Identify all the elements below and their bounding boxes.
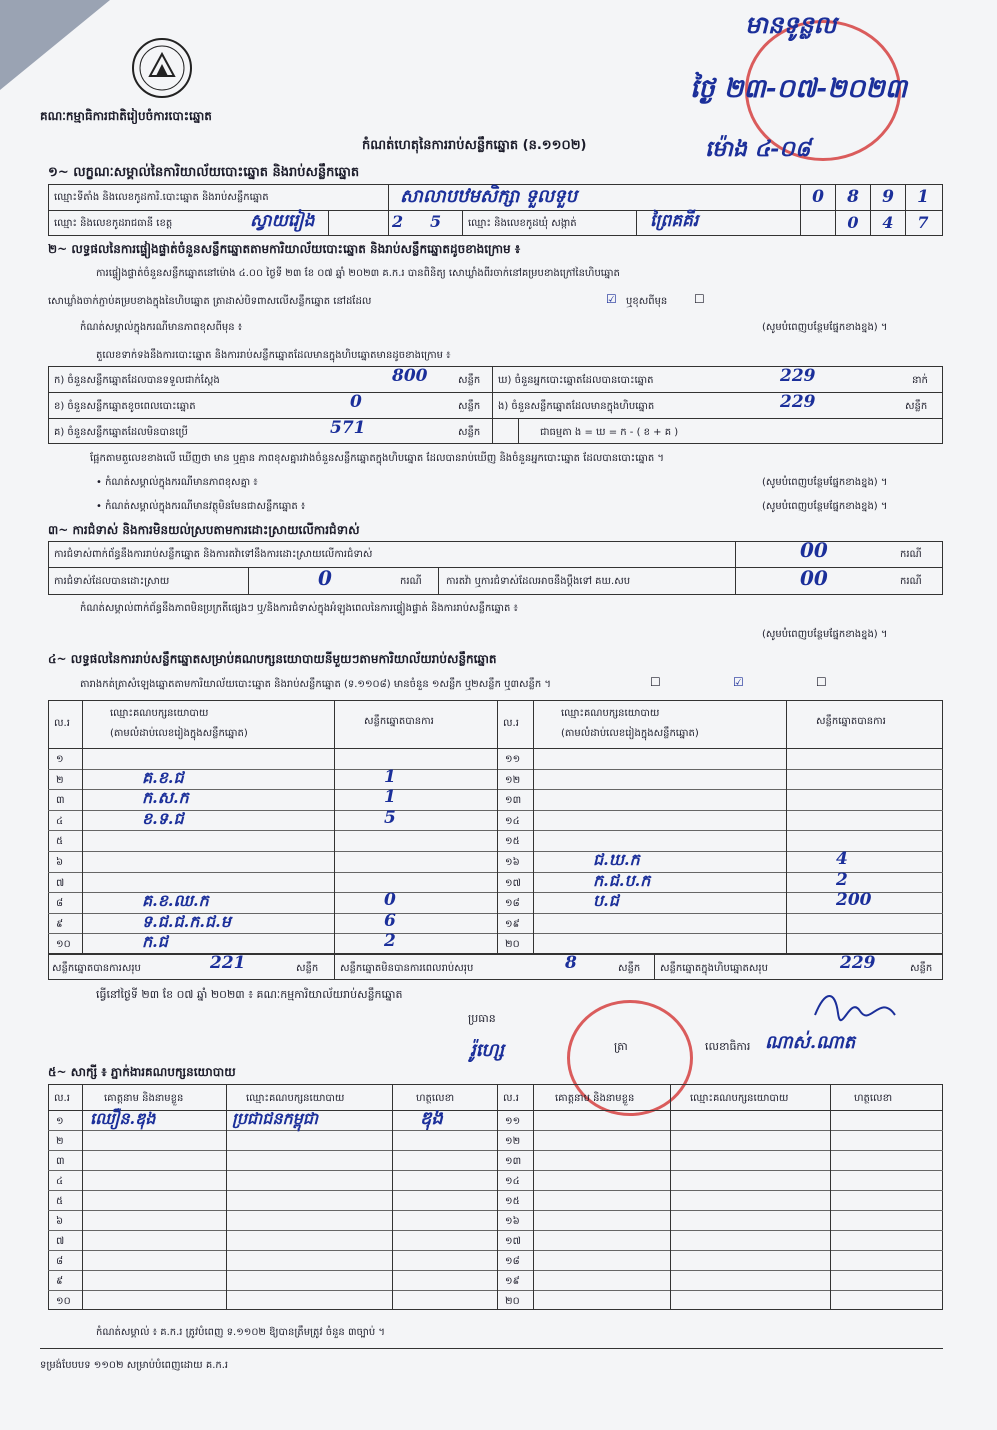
valid-total-unit: សន្លឹក xyxy=(296,963,319,974)
irregularity-note-label: កំណត់សម្គាល់ពាក់ព័ន្ធនឹងភាពមិនប្រក្រតីផ្សេងៗ ឬ/និងការជំទាស់ក្នុងអំឡុងពេលនៃការផ្ទៀងផ្ទាត់ និងការរាប់សន្លឹកឆ្នោត ៖ xyxy=(80,603,518,614)
spoiled-value: 0 xyxy=(350,392,362,412)
table-row-number: ១៤ xyxy=(505,815,520,827)
nec-emblem-icon xyxy=(130,36,194,100)
province-code-1: 2 xyxy=(392,212,404,231)
resolved-label: ការជំទាស់ដែលបានដោះស្រាយ xyxy=(54,576,170,587)
table-row-party: គ.ខ.ជ xyxy=(142,767,184,787)
secretary-signature: ណាស់.ណាត xyxy=(765,1032,856,1053)
resolved-unit: ករណី xyxy=(400,576,422,587)
witness-row-number: ១១ xyxy=(505,1116,521,1127)
witness-row-number: ២ xyxy=(56,1136,64,1147)
witness-no-header: ល.រ xyxy=(54,1093,70,1104)
station-code-3: 9 xyxy=(882,187,894,207)
witness-row-number: ៥ xyxy=(56,1196,64,1207)
table-row-party: ក.ជ xyxy=(142,932,168,952)
foreign-object-note-fill: (សូមបំពេញបន្ថែមផ្នែកខាងខ្នង) ។ xyxy=(762,501,888,512)
valid-total-value: 221 xyxy=(210,953,246,973)
made-at-text: ធ្វើនៅថ្ងៃទី ២៣ ខែ ០៧ ឆ្នាំ ២០២៣ ៖ គណៈកម្មការិយាល័យរាប់សន្លឹកឆ្នោត xyxy=(96,988,403,1001)
witness-row-number: ៤ xyxy=(56,1176,64,1187)
station-code-4: 1 xyxy=(917,187,929,207)
resolved-value: 0 xyxy=(318,566,332,590)
invalid-total-value: 8 xyxy=(565,953,577,973)
station-code-1: 0 xyxy=(812,187,824,207)
sheet-2-checkbox[interactable]: ☑ xyxy=(733,675,744,689)
table-row-votes: 2 xyxy=(384,931,396,952)
col-party-subheader: (តាមលំដាប់លេខរៀងក្នុងសន្លឹកឆ្នោត) xyxy=(561,728,699,739)
table-row-party: ប.ជ xyxy=(593,891,619,911)
witness-row-number: ៩ xyxy=(56,1276,64,1287)
box-total-label: សន្លឹកឆ្នោតក្នុងហិបឆ្នោតសរុប xyxy=(660,963,768,974)
witness-1-signature: ឌុង xyxy=(420,1108,443,1129)
table-row-number: ១៨ xyxy=(505,898,520,910)
received-value: 800 xyxy=(392,366,428,386)
totals-row xyxy=(48,954,943,980)
table-row-number: ១៥ xyxy=(505,836,520,848)
table-row-party: ក.ស.ក xyxy=(142,788,189,808)
witness-row-number: ១០ xyxy=(56,1296,71,1307)
witness-row-number: ១២ xyxy=(505,1136,521,1147)
col-party-subheader: (តាមលំដាប់លេខរៀងក្នុងសន្លឹកឆ្នោត) xyxy=(110,728,248,739)
station-code-2: 8 xyxy=(847,187,859,207)
form-title: កំណត់ហេតុនៃការរាប់សន្លឹកឆ្នោត (ន.១១០២) xyxy=(362,138,587,153)
table-row-number: ១ xyxy=(56,754,64,765)
appeal-label: ការតវ៉ា ឬការជំទាស់ដែលអាចនឹងប្តឹងទៅ គឃ.សប xyxy=(446,576,631,587)
witness-row-number: ២០ xyxy=(505,1296,520,1307)
witness-signature-header: ហត្ថលេខា xyxy=(416,1093,455,1104)
spoiled-unit: សន្លឹក xyxy=(458,401,481,412)
page-corner xyxy=(0,0,110,90)
witness-row-number: ១ xyxy=(56,1116,64,1127)
table-row-votes: 1 xyxy=(384,766,396,787)
section-2-title: ២~ លទ្ធផលនៃការផ្ទៀងផ្ទាត់ចំនួនសន្លឹកឆ្នោតតាមការិយាល័យបោះឆ្នោត និងរាប់សន្លឹកឆ្នោតដូចខាងក្រោម ៖ xyxy=(48,242,521,256)
witness-row-number: ៧ xyxy=(56,1236,65,1247)
appeal-unit: ករណី xyxy=(900,576,922,587)
polling-station-value: សាលាបឋមសិក្សា ទួលទួប xyxy=(400,186,578,207)
appeal-value: 00 xyxy=(800,566,828,590)
table-row-number: ១៧ xyxy=(505,877,521,889)
box-total-unit: សន្លឹក xyxy=(910,963,933,974)
table-row-number: ៣ xyxy=(56,795,65,807)
witness-row-number: ១៨ xyxy=(505,1256,520,1267)
formula-text: ជាធម្មតា ង = ឃ = ក - ( ខ + គ ) xyxy=(540,427,679,438)
witness-row-number: ១៧ xyxy=(505,1236,521,1247)
table-row-number: ២ xyxy=(56,774,64,786)
section-3-title: ៣~ ការជំទាស់ និងការមិនយល់ស្របតាមការដោះស្រាយលើការជំទាស់ xyxy=(48,523,360,537)
witness-row-number: ១៩ xyxy=(505,1276,520,1287)
table-row-number: ១១ xyxy=(505,754,521,765)
verification-text-2: សោឃ្លាំងចាក់ភ្ជាប់គម្របខាងក្នុងនៃហិបឆ្នោត ត្រាដាស់បិទពាសលើសន្លឹកឆ្នោត នៅដដែល xyxy=(48,296,372,307)
section-4-title: ៤~ លទ្ធផលនៃការរាប់សន្លឹកឆ្នោតសម្រាប់គណបក្សនយោបាយនីមួយៗតាមការិយាល័យរាប់សន្លឹកឆ្នោត xyxy=(48,652,497,666)
date-note: ថ្ងៃ ២៣-០៧-២០២៣ xyxy=(690,74,908,104)
commune-code-1: 0 xyxy=(847,213,859,232)
in-box-value: 229 xyxy=(780,392,816,412)
commune-code-2: 4 xyxy=(882,213,894,232)
table-row-number: ១០ xyxy=(56,939,71,951)
table-row-votes: 5 xyxy=(384,807,396,828)
table-row-votes: 4 xyxy=(836,849,848,869)
time-note: ម៉ោង ៤-០៨ xyxy=(705,136,811,162)
witness-name-header: គោត្តនាម និងនាមខ្លួន xyxy=(104,1093,184,1104)
witness-party-header: ឈ្មោះគណបក្សនយោបាយ xyxy=(246,1093,345,1104)
difference-note-label: កំណត់សម្គាល់ក្នុងករណីមានភាពខុសពីមុន ៖ xyxy=(80,322,243,333)
witness-1-party: ប្រជាជនកម្ពុជា xyxy=(232,1109,319,1128)
discrepancy-note-label: • កំណត់សម្គាល់ក្នុងករណីមានភាពខុសគ្នា ៖ xyxy=(96,477,258,488)
table-row-party: ទ.ជ.ជ.ក.ជ.ម xyxy=(142,911,231,931)
province-code-2: 5 xyxy=(430,212,442,231)
witness-row-number: ១៣ xyxy=(505,1156,522,1167)
table-row-number: ៥ xyxy=(56,836,64,848)
changed-option-label: ឬខុសពីមុន xyxy=(626,296,668,307)
spoiled-label: ខ) ចំនួនសន្លឹកឆ្នោតខូចពេលបោះឆ្នោត xyxy=(54,401,196,412)
invalid-total-label: សន្លឹកឆ្នោតមិនបានការពេលរាប់សរុប xyxy=(340,963,474,974)
footer-note: កំណត់សម្គាល់ ៖ គ.ក.រ ត្រូវបំពេញ ទ.១១០២ ឱ្យបានត្រឹមត្រូវ ចំនួន ៣ច្បាប់ ។ xyxy=(96,1327,385,1338)
table-row-number: ៧ xyxy=(56,877,65,889)
witness-row-number: ១៦ xyxy=(505,1216,520,1227)
voters-label: ឃ) ចំនួនអ្នកបោះឆ្នោតដែលបានបោះឆ្នោត xyxy=(498,375,654,386)
unused-value: 571 xyxy=(330,418,366,438)
signed-by-note: មាន​ទូ​ន្លល xyxy=(745,10,837,39)
box-total-value: 229 xyxy=(840,953,876,973)
table-row-number: ៤ xyxy=(56,815,64,827)
commune-code-3: 7 xyxy=(917,213,929,232)
col-no-header: ល.រ xyxy=(54,718,70,729)
secretary-scribble-icon xyxy=(810,985,900,1025)
valid-total-label: សន្លឹកឆ្នោតបានការសរុប xyxy=(52,963,141,974)
received-unit: សន្លឹក xyxy=(458,375,481,386)
polling-station-label: ឈ្មោះទីតាំង និងលេខកូដការិ.បោះឆ្នោត និងរាប់សន្លឹកឆ្នោត xyxy=(54,192,269,203)
table-row-number: ១៩ xyxy=(505,918,520,930)
ministry-name: គណៈកម្មាធិការជាតិរៀបចំការបោះឆ្នោត xyxy=(40,109,212,123)
witness-row-number: ១៥ xyxy=(505,1196,520,1207)
table-row-number: ៦ xyxy=(56,857,64,868)
commune-value: ព្រៃគគីរ xyxy=(650,211,699,231)
table-row-number: ១៣ xyxy=(505,795,522,807)
witness-row-number: ១៤ xyxy=(505,1176,520,1187)
witness-row-number: ៨ xyxy=(56,1256,64,1267)
table-row-votes: 0 xyxy=(384,890,396,911)
difference-note-fill: (សូមបំពេញបន្ថែមផ្នែកខាងខ្នង) ។ xyxy=(762,322,888,333)
sheet-1-checkbox[interactable]: ☐ xyxy=(650,675,661,689)
witness-party-header: ឈ្មោះគណបក្សនយោបាយ xyxy=(690,1093,789,1104)
section-5-title: ៥~ សាក្សី ៖ ភ្នាក់ងារគណបក្សនយោបាយ xyxy=(48,1065,236,1079)
changed-checkbox[interactable]: ☐ xyxy=(694,292,705,306)
table-row-party: គ.ខ.ឈ.ក xyxy=(142,891,209,911)
unchanged-checkbox[interactable]: ☑ xyxy=(606,292,617,306)
commune-label: ឈ្មោះ និងលេខកូដឃុំ សង្កាត់ xyxy=(468,218,577,229)
col-party-header: ឈ្មោះគណបក្សនយោបាយ xyxy=(561,708,660,719)
province-value: ស្វាយរៀង xyxy=(250,211,315,231)
table-row-number: ៩ xyxy=(56,918,64,930)
table-row-votes: 6 xyxy=(384,910,396,931)
objections-value: 00 xyxy=(800,538,828,562)
voters-value: 229 xyxy=(780,366,816,386)
in-box-label: ង) ចំនួនសន្លឹកឆ្នោតដែលមានក្នុងហិបឆ្នោត xyxy=(498,401,655,412)
stamp-label: ត្រា xyxy=(614,1040,628,1053)
invalid-total-unit: សន្លឹក xyxy=(618,963,641,974)
section-1-title: ១~ លក្ខណៈសម្គាល់នៃការិយាល័យបោះឆ្នោត និងរាប់សន្លឹកឆ្នោត xyxy=(48,165,360,180)
objections-label: ការជំទាស់ពាក់ព័ន្ធនឹងការរាប់សន្លឹកឆ្នោត និងការតវ៉ាទៅនឹងការដោះស្រាយលើការជំទាស់ xyxy=(54,549,373,560)
witness-row-number: ៦ xyxy=(56,1216,64,1227)
table-row-number: ២០ xyxy=(505,939,520,951)
voters-unit: នាក់ xyxy=(912,375,928,386)
unused-unit: សន្លឹក xyxy=(458,427,481,438)
table-row-votes: 200 xyxy=(836,890,872,911)
foreign-object-note-label: • កំណត់សម្គាល់ក្នុងករណីមានវត្ថុមិនមែនជាសន្លឹកឆ្នោត ៖ xyxy=(96,501,306,512)
sheet-3-checkbox[interactable]: ☐ xyxy=(816,675,827,689)
discrepancy-note-fill: (សូមបំពេញបន្ថែមផ្នែកខាងខ្នង) ។ xyxy=(762,477,888,488)
table-row-number: ១២ xyxy=(505,774,521,786)
tally-sheet-text: តារាងកត់ត្រាសំឡេងឆ្នោតតាមការិយាល័យបោះឆ្នោត និងរាប់សន្លឹកឆ្នោត (ទ.១១០៨) មានចំនួន ១សន្លឹក ឬ២សន្លឹក ឬ៣សន្លឹក ។ xyxy=(80,679,552,690)
secretary-label: លេខាធិការ xyxy=(705,1040,751,1053)
table-row-party: ជ.ឃ.ក xyxy=(593,850,640,869)
irregularity-note-fill: (សូមបំពេញបន្ថែមផ្នែកខាងខ្នង) ។ xyxy=(762,629,888,640)
witness-no-header: ល.រ xyxy=(503,1093,519,1104)
col-votes-header: សន្លឹកឆ្នោតបានការ xyxy=(364,716,434,727)
witness-row-number: ៣ xyxy=(56,1156,65,1167)
chair-label: ប្រធាន xyxy=(468,1012,496,1025)
table-row-votes: 1 xyxy=(384,787,396,808)
table-row-number: ១៦ xyxy=(505,857,520,868)
col-no-header: ល.រ xyxy=(503,718,519,729)
col-votes-header: សន្លឹកឆ្នោតបានការ xyxy=(816,716,886,727)
province-label: ឈ្មោះ និងលេខកូដរាជធានី ខេត្ត xyxy=(54,218,173,229)
objections-unit: ករណី xyxy=(900,549,922,560)
table-row-number: ៨ xyxy=(56,898,64,910)
table-row-party: ខ.ទ.ជ xyxy=(142,808,184,828)
table-row-votes: 2 xyxy=(836,869,848,890)
unused-label: គ) ចំនួនសន្លឹកឆ្នោតដែលមិនបានប្រើ xyxy=(54,427,188,438)
received-label: ក) ចំនួនសន្លឹកឆ្នោតដែលបានទទួលជាក់ស្តែង xyxy=(54,375,220,386)
chair-signature: រ៉ូហ្សេ xyxy=(470,1040,504,1061)
witness-signature-header: ហត្ថលេខា xyxy=(854,1093,893,1104)
witness-1-name: ឈឿន.ឌុង xyxy=(90,1109,156,1128)
discrepancy-text: ផ្អែកតាមតួលេខខាងលើ ឃើញថា មាន ឬគ្មាន ភាពខុសគ្នារវាងចំនួនសន្លឹកឆ្នោតក្នុងហិបឆ្នោត ដែលបានរាប់ឃើញ និងចំនួនអ្នកបោះឆ្នោត ដែលបានបោះឆ្នោត ។ xyxy=(90,453,665,464)
in-box-unit: សន្លឹក xyxy=(905,401,928,412)
figures-intro: តួលេខទាក់ទងនឹងការបោះឆ្នោត និងការរាប់សន្លឹកឆ្នោតដែលមានក្នុងហិបឆ្នោតមានដូចខាងក្រោម ៖ xyxy=(96,350,451,361)
footer-form-label: ទម្រង់បែបបទ ១១០២ សម្រាប់បំពេញដោយ គ.ក.រ xyxy=(40,1360,229,1371)
witness-name-header: គោត្តនាម និងនាមខ្លួន xyxy=(555,1093,635,1104)
col-party-header: ឈ្មោះគណបក្សនយោបាយ xyxy=(110,708,209,719)
table-row-party: ក.ជ.ប.ក xyxy=(593,870,651,890)
verification-text-1: ការផ្ទៀងផ្ទាត់ចំនួនសន្លឹកឆ្នោតនៅម៉ោង ៤.០០ ថ្ងៃទី ២៣ ខែ ០៧ ឆ្នាំ ២០២៣ គ.ក.រ បានពិនិត្យ សោឃ្លាំងពីរចាក់នៅគម្របខាងក្រៅនៃហិបឆ្នោត xyxy=(96,268,620,279)
